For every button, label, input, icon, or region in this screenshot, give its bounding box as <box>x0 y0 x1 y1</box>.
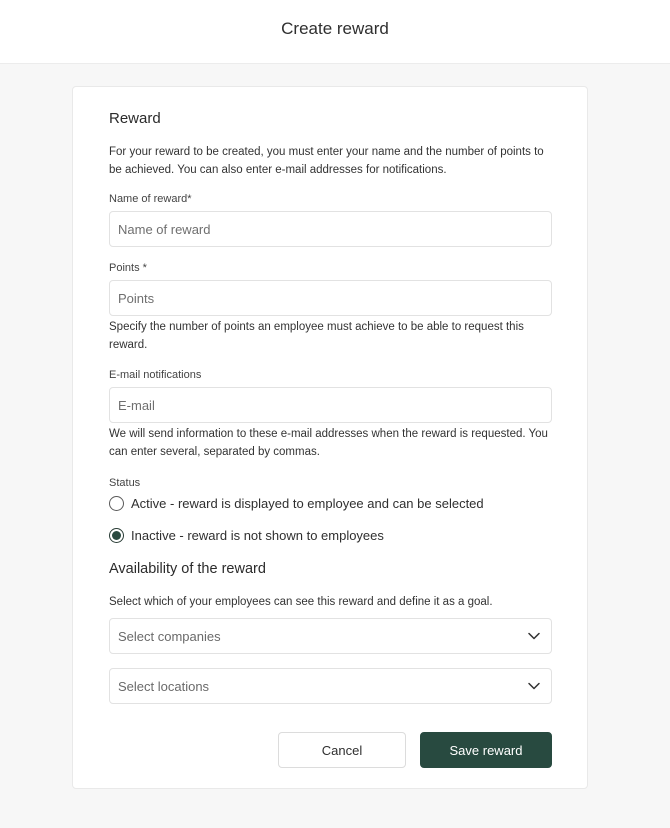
status-option-label: Active - reward is displayed to employee and can be selected <box>131 495 484 511</box>
status-option-label: Inactive - reward is not shown to employees <box>131 527 384 543</box>
name-field-label: Name of reward* <box>109 193 192 205</box>
top-bar <box>0 0 670 64</box>
radio-active[interactable] <box>109 496 124 511</box>
radio-inactive[interactable] <box>109 528 124 543</box>
points-input[interactable] <box>109 280 552 316</box>
select-companies-dropdown[interactable] <box>109 618 552 654</box>
availability-title: Availability of the reward <box>109 561 266 577</box>
select-companies-placeholder: Select companies <box>118 628 221 644</box>
chevron-down-icon <box>527 679 541 693</box>
availability-description: Select which of your employees can see this reward and define it as a goal. <box>109 596 493 608</box>
status-option-active[interactable] <box>109 493 484 513</box>
status-label: Status <box>109 477 141 489</box>
reward-form-card <box>72 86 588 789</box>
email-help-text: We will send information to these e-mail addresses when the reward is requested. You can enter several, separated by commas. <box>109 428 548 458</box>
save-reward-button[interactable]: Save reward <box>420 732 552 768</box>
status-option-inactive[interactable] <box>109 525 384 545</box>
select-locations-dropdown[interactable] <box>109 668 552 704</box>
reward-name-input[interactable] <box>109 211 552 247</box>
reward-intro-text: For your reward to be created, you must enter your name and the number of points to be achieved. You can also enter e-mail addresses for notifications. <box>109 146 544 176</box>
cancel-button[interactable]: Cancel <box>278 732 406 768</box>
points-field-label: Points * <box>109 262 147 274</box>
section-title-reward: Reward <box>109 110 161 127</box>
email-notifications-input[interactable] <box>109 387 552 423</box>
email-field-label: E-mail notifications <box>109 369 202 381</box>
points-help-text: Specify the number of points an employee must achieve to be able to request this reward. <box>109 321 524 351</box>
chevron-down-icon <box>527 629 541 643</box>
page-title: Create reward <box>281 18 389 38</box>
select-locations-placeholder: Select locations <box>118 678 210 694</box>
